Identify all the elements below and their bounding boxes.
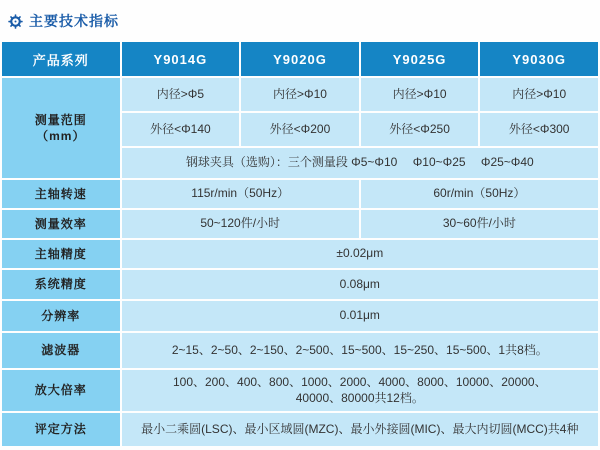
table-row-resolution [2,301,598,331]
cell-resolution: 0.01μm [122,301,598,331]
gear-icon [8,14,23,29]
table-header-row [2,42,598,76]
cell-spindle-speed-left: 115r/min（50Hz） [122,180,359,208]
header-cell-model-y9014g: Y9014G [122,42,240,76]
table-row-system-accuracy [2,270,598,299]
row-label-spindle-speed: 主轴转速 [2,180,120,208]
table-row-filter [2,333,598,368]
spec-table [0,40,600,448]
cell-outer-diameter-y9025g: 外径<Φ250 [361,113,479,146]
header-cell-model-y9030g: Y9030G [480,42,598,76]
amplification-line1: 100、200、400、800、1000、2000、4000、8000、10000、20000、 [172,374,547,389]
table-row-evaluation [2,413,598,446]
row-label-resolution: 分辨率 [2,301,120,331]
cell-outer-diameter-y9020g: 外径<Φ200 [241,113,359,146]
row-label-measure-range [2,78,120,178]
header-cell-model-y9025g: Y9025G [361,42,479,76]
table-row-inner-diameter [2,78,598,111]
row-label-efficiency: 测量效率 [2,210,120,238]
measure-range-label-line1: 测量范围 [34,112,87,127]
row-label-system-accuracy: 系统精度 [2,270,120,299]
cell-outer-diameter-y9030g: 外径<Φ300 [480,113,598,146]
table-row-spindle-speed [2,180,598,208]
table-row-spindle-accuracy [2,240,598,268]
row-label-amplification: 放大倍率 [2,370,120,411]
cell-spindle-accuracy: ±0.02μm [122,240,598,268]
section-title [0,0,600,40]
measure-range-label-line2: （mm） [36,129,86,143]
cell-amplification [122,370,598,411]
cell-inner-diameter-y9020g: 内径>Φ10 [241,78,359,111]
row-label-evaluation: 评定方法 [2,413,120,446]
table-row-amplification [2,370,598,411]
row-label-spindle-accuracy: 主轴精度 [2,240,120,268]
cell-system-accuracy: 0.08μm [122,270,598,299]
header-cell-product-series: 产品系列 [2,42,120,76]
cell-efficiency-right: 30~60件/小时 [361,210,598,238]
cell-inner-diameter-y9025g: 内径>Φ10 [361,78,479,111]
cell-evaluation: 最小二乘圆(LSC)、最小区域圆(MZC)、最小外接圆(MIC)、最大内切圆(MCC)共4种 [122,413,598,446]
cell-inner-diameter-y9014g: 内径>Φ5 [122,78,240,111]
cell-filter: 2~15、2~50、2~150、2~500、15~500、15~250、15~500、1共8档。 [122,333,598,368]
page-title: 主要技术指标 [29,13,119,29]
cell-outer-diameter-y9014g: 外径<Φ140 [122,113,240,146]
cell-efficiency-left: 50~120件/小时 [122,210,359,238]
cell-spindle-speed-right: 60r/min（50Hz） [361,180,598,208]
cell-inner-diameter-y9030g: 内径>Φ10 [480,78,598,111]
row-label-filter: 滤波器 [2,333,120,368]
header-cell-model-y9020g: Y9020G [241,42,359,76]
table-row-efficiency [2,210,598,238]
cell-ball-fixture: 钢球夹具（选购）：三个测量段 Φ5~Φ10 Φ10~Φ25 Φ25~Φ40 [122,148,598,178]
amplification-line2: 40000、80000共12档。 [295,390,424,405]
